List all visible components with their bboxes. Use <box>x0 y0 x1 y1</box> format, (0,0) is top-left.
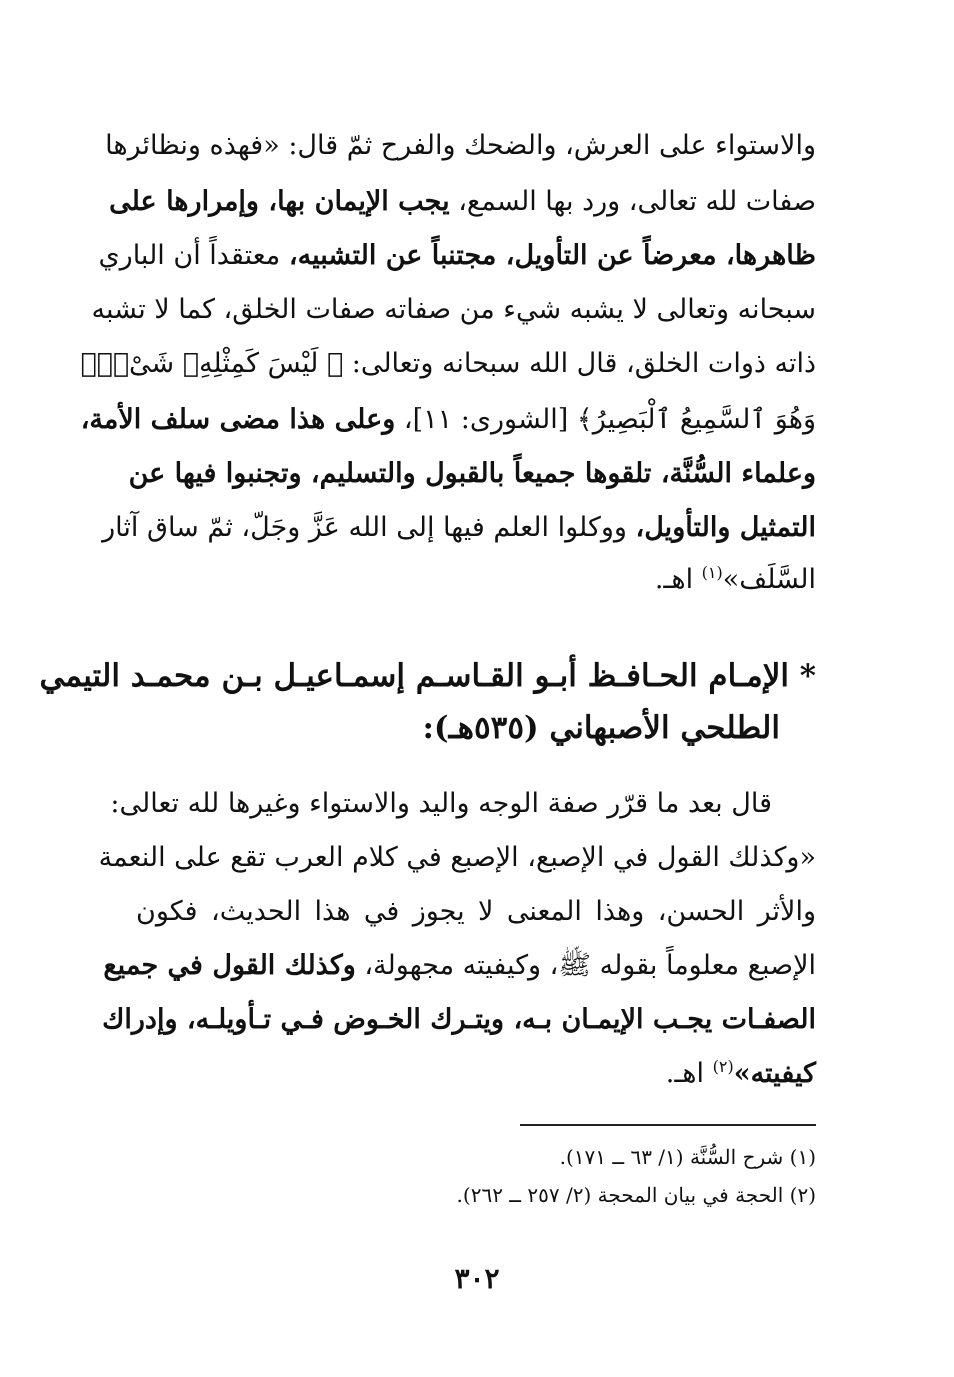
page-number: ٣٠٢ <box>454 1262 500 1295</box>
footnote-marker: (١) <box>701 563 723 582</box>
footnote-text: (٢) الحجة في بيان المحجة (٢/ ٢٥٧ ــ ٢٦٢). <box>456 1183 816 1207</box>
paragraph-1-line-6 <box>80 400 816 440</box>
paragraph-1-line-1 <box>105 126 816 166</box>
text-run: السَّلَف» <box>722 564 816 595</box>
text-run: اهـ. <box>665 1058 704 1089</box>
bold-text-run: التمثيل والتأويل، <box>635 512 816 543</box>
footnote-1 <box>136 1142 816 1172</box>
text-run: ذاته ذوات الخلق، قال الله سبحانه وتعالى: ﴿ لَيْسَ كَمِثْلِهِۦ شَىْءٌۭ <box>80 348 816 379</box>
paragraph-2-line-6 <box>136 1054 816 1094</box>
bold-text-run: وكذلك القول في جميع <box>103 950 356 981</box>
footnote-2 <box>136 1180 816 1210</box>
bold-text-run: كيفيته» <box>733 1058 816 1089</box>
paragraph-1-line-7 <box>128 454 816 494</box>
bold-text-run: وعلى هذا مضى سلف الأمة، <box>80 404 396 435</box>
section-heading-line-1 <box>39 652 816 700</box>
bold-text-run: يجب الإيمان بها، وإمرارها على <box>109 186 450 217</box>
text-run: ووكلوا العلم فيها إلى الله عَزَّ وجَلّ، ثمّ ساق آثار <box>102 512 627 543</box>
paragraph-1-line-2 <box>109 182 816 222</box>
paragraph-1-line-3 <box>98 236 816 276</box>
paragraph-1-line-9 <box>136 560 816 600</box>
heading-text: * الإمـام الحـافـظ أبـو القـاسـم إسمـاعيـل بـن محمـد التيمي <box>39 658 816 694</box>
paragraph-2-line-4 <box>103 946 816 986</box>
paragraph-1-line-4 <box>91 290 816 330</box>
footnote-text: (١) شرح السُّنَّة (١/ ٦٣ ــ ١٧١). <box>559 1145 816 1169</box>
bold-text-run: الصفـات يجـب الإيمـان بـه، ويتـرك الخـوض فـي تـأويلـه، وإدراك <box>102 1004 816 1035</box>
paragraph-1-line-8 <box>102 508 816 548</box>
footnote-separator <box>520 1124 816 1126</box>
section-heading-line-2 <box>136 704 816 752</box>
text-run: معتقداً أن الباري <box>98 240 281 271</box>
paragraph-1-line-5 <box>80 344 816 384</box>
text-run: «وكذلك القول في الإصبع، الإصبع في كلام العرب تقع على النعمة <box>98 842 816 873</box>
paragraph-2-line-1 <box>110 784 816 824</box>
text-run: صفات لله تعالى، ورد بها السمع، <box>458 186 816 217</box>
text-run: وَهُوَ ٱلسَّمِيعُ ٱلْبَصِيرُ﴾ [الشورى: ١١]، <box>403 404 816 435</box>
paragraph-2-line-2 <box>98 838 816 878</box>
text-run: قال بعد ما قرّر صفة الوجه واليد والاستواء وغيرها لله تعالى: <box>110 788 772 819</box>
bold-text-run: ظاهرها، معرضاً عن التأويل، مجتنباً عن التشبيه، <box>288 240 816 271</box>
text-run: والأثر الحسن، وهذا المعنى لا يجوز في هذا الحديث، فكون <box>136 896 816 927</box>
paragraph-2-line-3 <box>136 892 816 932</box>
paragraph-2-line-5 <box>102 1000 816 1040</box>
heading-text: الطلحي الأصبهاني (٥٣٥هـ): <box>422 710 780 746</box>
text-run: والاستواء على العرش، والضحك والفرح ثمّ قال: «فهذه ونظائرها <box>105 130 816 161</box>
text-run: سبحانه وتعالى لا يشبه شيء من صفاته صفات الخلق، كما لا تشبه <box>91 294 816 325</box>
footnote-marker: (٢) <box>712 1057 734 1076</box>
bold-text-run: وعلماء السُّنَّة، تلقوها جميعاً بالقبول والتسليم، وتجنبوا فيها عن <box>128 458 816 489</box>
text-run: اهـ. <box>654 564 694 595</box>
text-run: الإصبع معلوماً بقوله ﷺ، وكيفيته مجهولة، <box>364 950 816 981</box>
